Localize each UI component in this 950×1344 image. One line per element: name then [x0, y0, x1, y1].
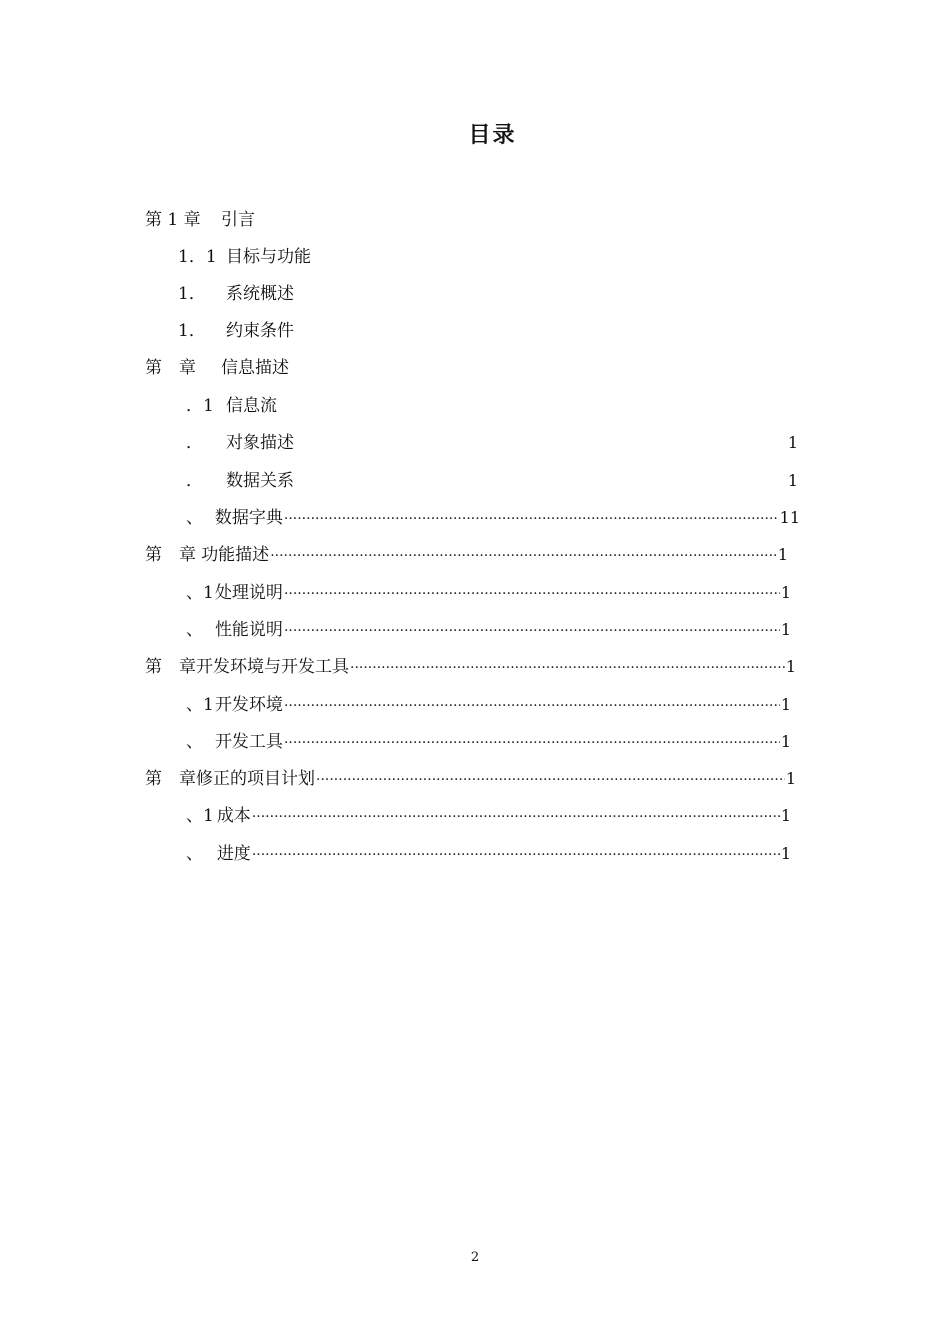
toc-entry-chapter-1[interactable]	[145, 207, 805, 233]
toc-entry-1-1[interactable]	[178, 244, 798, 270]
toc-entry-2-4[interactable]	[186, 505, 800, 531]
toc-page-number: 1	[787, 471, 798, 490]
toc-page-number: 1	[780, 583, 791, 602]
toc-label: 功能描述	[201, 545, 270, 565]
toc-entry-1-2[interactable]	[178, 281, 798, 307]
leader-dots	[284, 581, 780, 606]
toc-prefix: 、	[186, 732, 203, 752]
toc-prefix: 、	[186, 844, 203, 864]
toc-label: 性能说明	[214, 620, 283, 640]
toc-label: 数据关系	[226, 471, 294, 491]
toc-entry-chapter-4[interactable]	[145, 654, 796, 680]
toc-title: 目录	[468, 123, 517, 148]
toc-page-number: 1	[780, 732, 791, 751]
toc-page-number: 1	[785, 769, 796, 788]
leader-dots	[284, 730, 780, 755]
leader-dots	[284, 693, 780, 718]
leader-dots	[284, 506, 779, 531]
toc-prefix: 第 章	[145, 657, 196, 677]
toc-prefix: 1．1	[178, 247, 217, 267]
toc-label: 对象描述	[226, 433, 294, 453]
toc-prefix: 、1	[186, 583, 214, 603]
leader-dots	[316, 767, 785, 792]
toc-entry-3-2[interactable]	[186, 617, 791, 643]
toc-label: 进度	[216, 844, 251, 864]
toc-label: 信息流	[226, 396, 277, 416]
toc-prefix: 、1	[186, 695, 214, 715]
toc-page-number: 1	[780, 695, 791, 714]
toc-prefix: 1．	[178, 321, 206, 341]
toc-prefix: 第 章	[145, 358, 196, 378]
toc-prefix: 第 章	[145, 769, 196, 789]
toc-entry-1-3[interactable]	[178, 318, 798, 344]
toc-page-number: 1	[787, 433, 798, 452]
toc-page-number: 1	[777, 545, 788, 564]
toc-label: 修正的项目计划	[196, 769, 315, 789]
toc-prefix: ．	[186, 471, 203, 491]
toc-label: 开发环境与开发工具	[196, 657, 349, 677]
toc-entry-5-2[interactable]	[186, 841, 791, 867]
toc-label: 开发工具	[214, 732, 283, 752]
toc-label: 系统概述	[226, 284, 294, 304]
toc-entry-3-1[interactable]	[186, 580, 791, 606]
toc-page-number: 1	[780, 806, 791, 825]
toc-entry-chapter-2[interactable]	[145, 355, 805, 381]
toc-page-number: 11	[779, 508, 800, 527]
leader-dots	[252, 804, 780, 829]
toc-entry-2-1[interactable]	[186, 393, 798, 419]
toc-label: 成本	[216, 806, 251, 826]
page-number-footer: 2	[470, 1250, 480, 1265]
toc-entry-chapter-3[interactable]	[145, 542, 788, 568]
toc-label: 处理说明	[214, 583, 283, 603]
toc-entry-chapter-5[interactable]	[145, 766, 796, 792]
leader-dots	[284, 618, 780, 643]
toc-page-number: 1	[780, 620, 791, 639]
leader-dots	[350, 655, 785, 680]
toc-entry-5-1[interactable]	[186, 803, 791, 829]
toc-entry-2-3[interactable]	[186, 468, 798, 494]
toc-page-number: 1	[785, 657, 796, 676]
toc-prefix: 1．	[178, 284, 206, 304]
toc-prefix: 第 1 章	[145, 210, 201, 230]
toc-prefix: ．	[186, 433, 203, 453]
toc-label: 约束条件	[226, 321, 294, 341]
toc-label: 引言	[221, 210, 255, 230]
leader-dots	[252, 842, 780, 867]
toc-label: 信息描述	[221, 358, 289, 378]
toc-page-number: 1	[780, 844, 791, 863]
toc-prefix: 、	[186, 620, 203, 640]
toc-prefix: ．1	[186, 396, 214, 416]
toc-prefix: 第 章	[145, 545, 196, 565]
toc-entry-4-1[interactable]	[186, 692, 791, 718]
toc-entry-2-2[interactable]	[186, 430, 798, 456]
toc-prefix: 、1	[186, 806, 214, 826]
toc-label: 数据字典	[214, 508, 283, 528]
toc-label: 目标与功能	[226, 247, 311, 267]
leader-dots	[270, 543, 777, 568]
toc-entry-4-2[interactable]	[186, 729, 791, 755]
toc-prefix: 、	[186, 508, 203, 528]
toc-label: 开发环境	[214, 695, 283, 715]
